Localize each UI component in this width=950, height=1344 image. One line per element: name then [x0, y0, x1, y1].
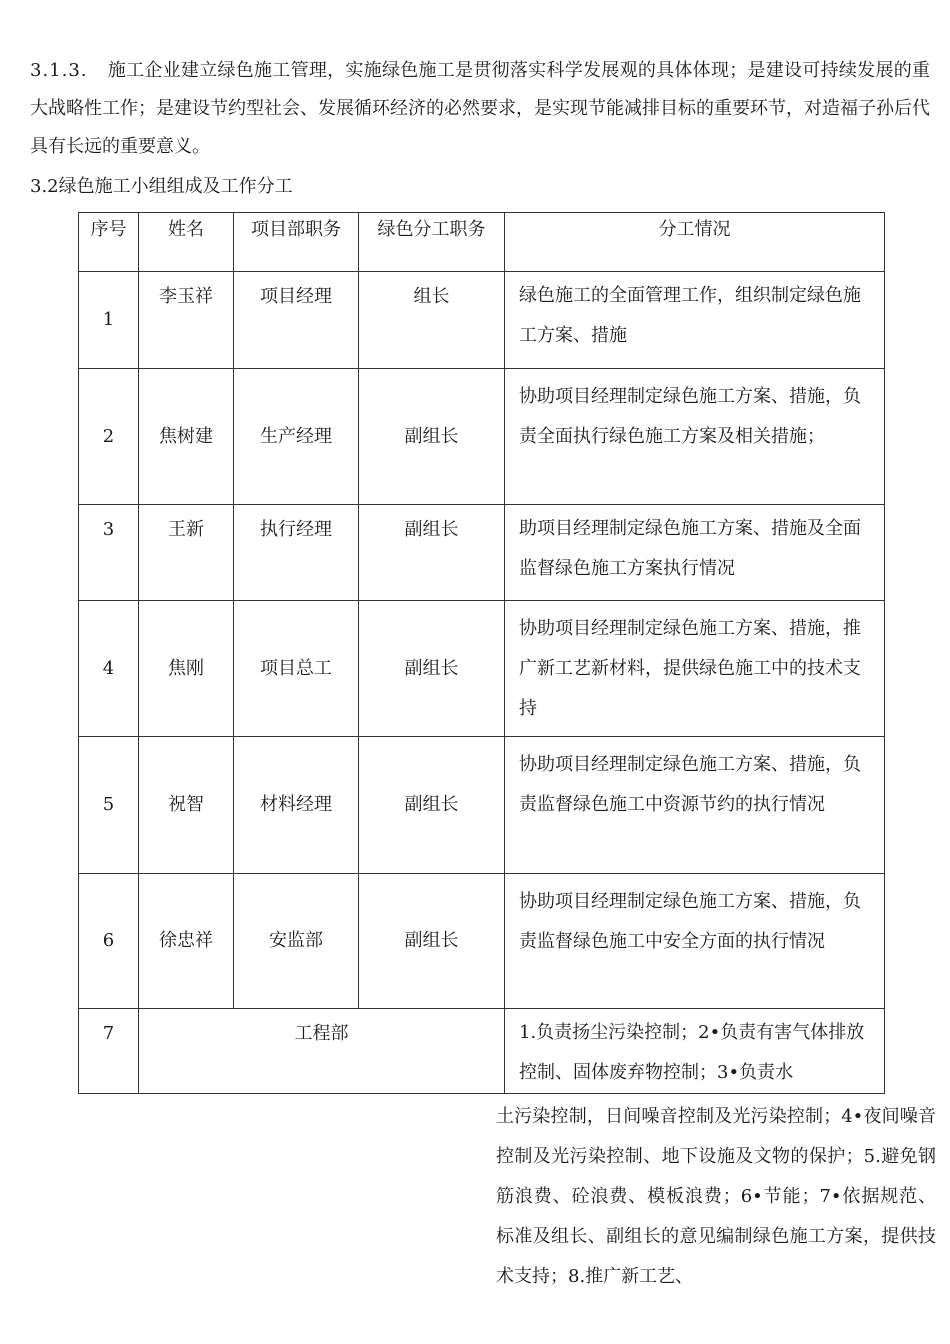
row-no: 3 — [79, 505, 139, 601]
row-name: 焦树建 — [139, 369, 234, 505]
table-row — [79, 1009, 885, 1094]
green-construction-team-table — [78, 212, 885, 1094]
row-duty: 协助项目经理制定绿色施工方案、措施，推广新工艺新材料，提供绿色施工中的技术支持 — [505, 601, 885, 737]
row-name: 王新 — [139, 505, 234, 601]
row-role: 组长 — [359, 272, 505, 369]
row-no: 5 — [79, 737, 139, 874]
table-header-row — [79, 213, 885, 272]
header-cell-position: 项目部职务 — [234, 213, 359, 272]
row-role: 副组长 — [359, 505, 505, 601]
header-cell-no: 序号 — [79, 213, 139, 272]
row-duty: 协助项目经理制定绿色施工方案、措施，负责全面执行绿色施工方案及相关措施； — [505, 369, 885, 505]
table-row — [79, 505, 885, 601]
row-duty: 绿色施工的全面管理工作，组织制定绿色施工方案、措施 — [505, 272, 885, 369]
row-position: 安监部 — [234, 874, 359, 1009]
row-position: 材料经理 — [234, 737, 359, 874]
row-role: 副组长 — [359, 737, 505, 874]
row-name: 李玉祥 — [139, 272, 234, 369]
section-text: 施工企业建立绿色施工管理，实施绿色施工是贯彻落实科学发展观的具体体现；是建设可持续发展的重大战略性工作；是建设节约型社会、发展循环经济的必然要求，是实现节能减排目标的重要环节，对造福子孙后代具有长远的重要意义。 — [30, 60, 930, 157]
row-duty: 协助项目经理制定绿色施工方案、措施，负责监督绿色施工中资源节约的执行情况 — [505, 737, 885, 874]
row7-duty-continuation: 土污染控制，日间噪音控制及光污染控制；4•夜间噪音控制及光污染控制、地下设施及文物的保护；5.避免钢筋浪费、砼浪费、模板浪费；6•节能；7•依据规范、标准及组长、副组长的意见编制绿色施工方案，提供技术支持；8.推广新工艺、 — [496, 1106, 936, 1287]
table-row — [79, 737, 885, 874]
table-row — [79, 369, 885, 505]
header-cell-role: 绿色分工职务 — [359, 213, 505, 272]
row-role: 副组长 — [359, 601, 505, 737]
table-row — [79, 601, 885, 737]
section-3-2-heading: 3.2绿色施工小组组成及工作分工 — [30, 176, 293, 197]
row-no: 1 — [79, 272, 139, 369]
row-name: 徐忠祥 — [139, 874, 234, 1009]
table-row — [79, 874, 885, 1009]
row-duty: 协助项目经理制定绿色施工方案、措施，负责监督绿色施工中安全方面的执行情况 — [505, 874, 885, 1009]
row-no: 2 — [79, 369, 139, 505]
row-position: 执行经理 — [234, 505, 359, 601]
section-number: 3.1.3. — [30, 60, 88, 81]
header-cell-name: 姓名 — [139, 213, 234, 272]
header-cell-duty: 分工情况 — [505, 213, 885, 272]
row-position: 项目经理 — [234, 272, 359, 369]
row-duty: 助项目经理制定绿色施工方案、措施及全面监督绿色施工方案执行情况 — [505, 505, 885, 601]
row-department: 工程部 — [139, 1009, 505, 1094]
row-no: 4 — [79, 601, 139, 737]
row-no: 6 — [79, 874, 139, 1009]
row-name: 祝智 — [139, 737, 234, 874]
row-role: 副组长 — [359, 874, 505, 1009]
row-position: 生产经理 — [234, 369, 359, 505]
section-3-1-3-paragraph — [30, 52, 930, 166]
row-position: 项目总工 — [234, 601, 359, 737]
row-duty: 1.负责扬尘污染控制；2•负责有害气体排放控制、固体废弃物控制；3•负责水 — [505, 1009, 885, 1094]
row-role: 副组长 — [359, 369, 505, 505]
table-row — [79, 272, 885, 369]
row-name: 焦刚 — [139, 601, 234, 737]
row-no: 7 — [79, 1009, 139, 1094]
